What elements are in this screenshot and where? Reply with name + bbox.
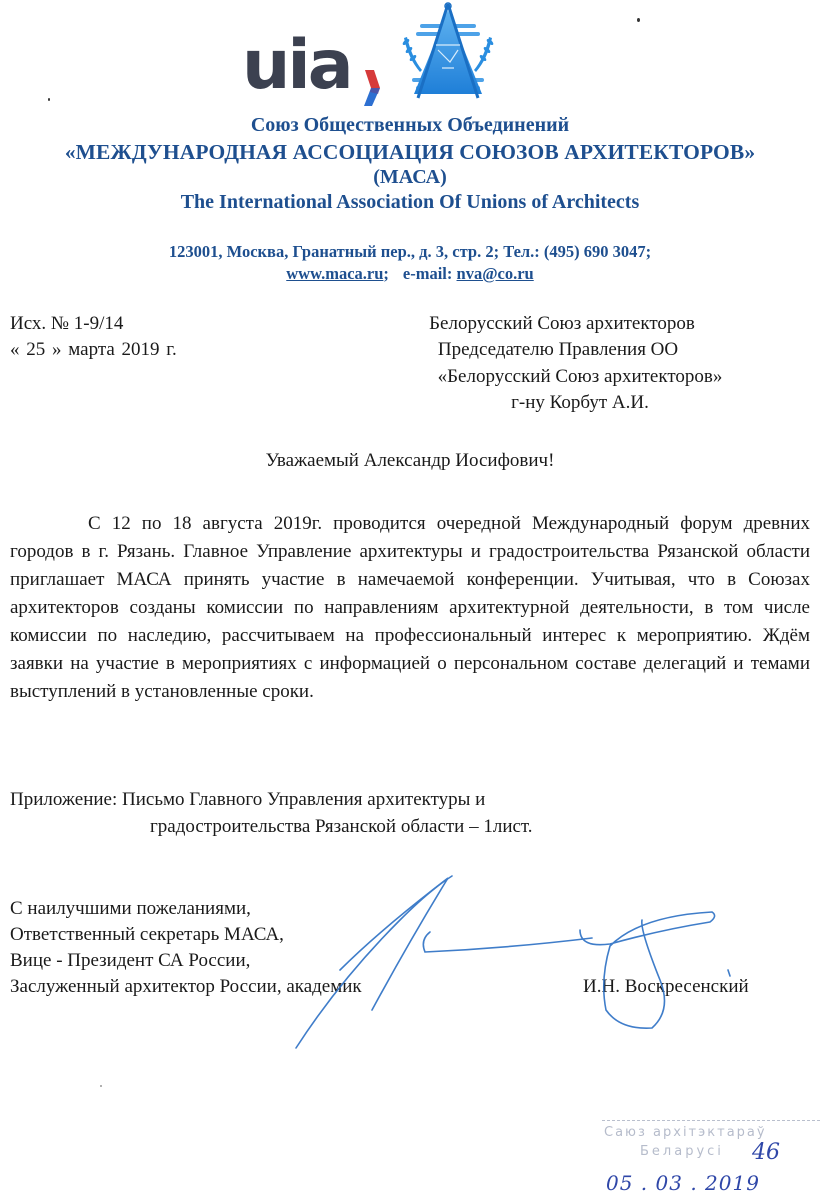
closing-line: Заслуженный архитектор России, академик: [10, 976, 362, 997]
handwritten-signature-icon: [280, 860, 750, 1060]
org-address: 123001, Москва, Гранатный пер., д. 3, стр. 2; Тел.: (495) 690 3047;: [168, 242, 652, 261]
uia-logo: [242, 26, 382, 106]
email-link[interactable]: nva@co.ru: [456, 264, 534, 283]
stamp-org-text: Беларусі: [640, 1144, 724, 1159]
stamp-border: [602, 1120, 820, 1121]
closing-line: Вице - Президент СА России,: [10, 950, 251, 971]
org-abbreviation: (МАСА): [373, 166, 447, 188]
salutation: Уважаемый Александр Иосифович!: [265, 450, 555, 471]
closing-line: С наилучшими пожеланиями,: [10, 898, 251, 919]
scan-speck: [100, 1085, 102, 1087]
org-name-line: Союз Общественных Объединений: [250, 114, 570, 136]
letter-body: С 12 по 18 августа 2019г. проводится очередной Международный форум древних городов в г. Рязань. Главное Управление архитектуры и градостроительства Рязанской области приглашает МАСА принять участие в намечаемой конференции. Учитывая, что в Союзах архитекторов созданы комиссии по направлениям архитектурной деятельности, в том числе комиссии по наследию, рассчитываем на профессиональный интерес к мероприятию. Ждём заявки на участие в мероприятиях с информацией о персональном составе делегаций и темами выступлений в установленные сроки.: [10, 513, 810, 702]
closing-line: Ответственный секретарь МАСА,: [10, 924, 284, 945]
compass-laurel-emblem-icon: [398, 0, 498, 100]
stamp-date: 05 . 03 . 2019: [606, 1171, 760, 1195]
recipient-line: Председателю Правления ОО: [437, 339, 679, 360]
outgoing-number: Исх. № 1-9/14: [10, 313, 124, 334]
email-label: e-mail:: [402, 264, 453, 283]
attachment-line: градостроительства Рязанской области – 1лист.: [150, 816, 533, 837]
scan-speck: [48, 98, 50, 101]
letter-date: « 25 » марта 2019 г.: [10, 339, 177, 360]
org-contacts: www.maca.ru; e-mail: nva@co.ru: [286, 264, 534, 283]
website-link[interactable]: www.maca.ru: [286, 264, 384, 283]
recipient-line: Белорусский Союз архитекторов: [429, 313, 695, 334]
stamp-incoming-number: 46: [752, 1140, 780, 1165]
recipient-line: «Белорусский Союз архитекторов»: [437, 366, 723, 387]
uia-chevron-icon: [362, 68, 382, 108]
stamp-org-text: Саюз архітэктараў: [604, 1125, 767, 1140]
uia-logo-text: uia: [242, 26, 351, 105]
scan-speck: [637, 18, 640, 22]
org-english-name: The International Association Of Unions of Architects: [180, 191, 640, 213]
signer-name: И.Н. Воскресенский: [583, 976, 749, 997]
attachment-line: Приложение: Письмо Главного Управления архитектуры и: [10, 789, 486, 810]
org-full-name: «МЕЖДУНАРОДНАЯ АССОЦИАЦИЯ СОЮЗОВ АРХИТЕКТОРОВ»: [64, 140, 756, 164]
recipient-line: г-ну Корбут А.И.: [511, 392, 649, 413]
